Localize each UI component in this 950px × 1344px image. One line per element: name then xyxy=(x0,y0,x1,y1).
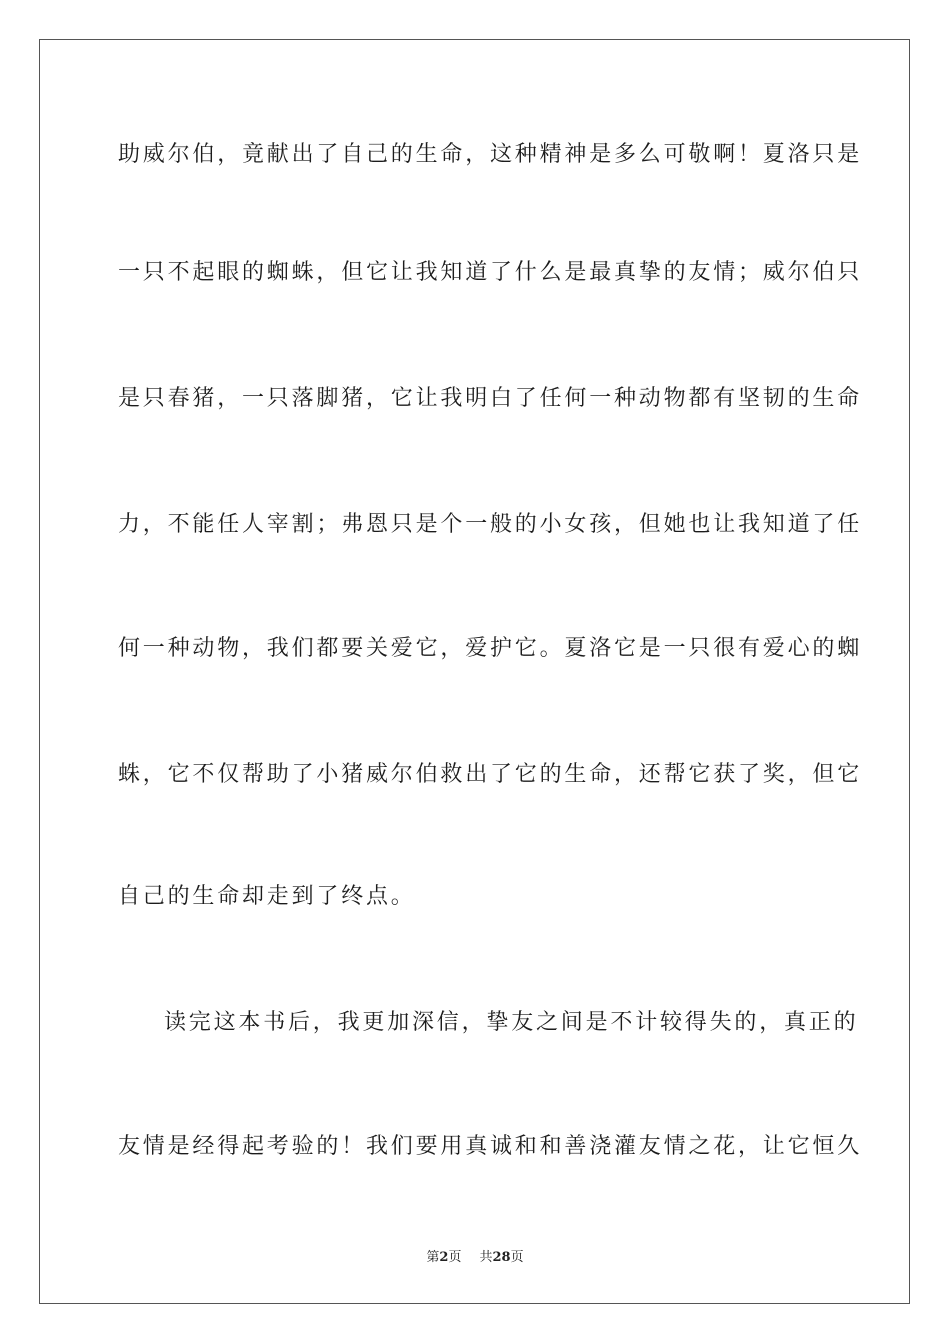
paragraph-line-1: 助威尔伯，竟献出了自己的生命，这种精神是多么可敬啊！夏洛只是 xyxy=(118,142,863,167)
paragraph-line-6: 蛛，它不仅帮助了小猪威尔伯救出了它的生命，还帮它获了奖，但它 xyxy=(118,762,863,787)
footer-total-prefix: 共 xyxy=(479,1250,493,1265)
paragraph-line-2: 一只不起眼的蜘蛛，但它让我知道了什么是最真挚的友情；威尔伯只 xyxy=(118,260,863,285)
paragraph-line-9: 友情是经得起考验的！我们要用真诚和和善浇灌友情之花，让它恒久 xyxy=(118,1134,863,1159)
footer-total-pages: 28 xyxy=(492,1250,511,1265)
paragraph-line-3: 是只春猪，一只落脚猪，它让我明白了任何一种动物都有坚韧的生命 xyxy=(118,386,863,411)
paragraph-line-8: 读完这本书后，我更加深信，挚友之间是不计较得失的，真正的 xyxy=(164,1010,859,1035)
paragraph-line-7: 自己的生命却走到了终点。 xyxy=(118,884,416,909)
footer-page-prefix: 第 xyxy=(426,1250,440,1265)
page-border xyxy=(39,39,910,1304)
footer-page-suffix: 页 xyxy=(448,1250,462,1265)
footer-page-number: 2 xyxy=(439,1250,449,1265)
page-footer xyxy=(0,1246,950,1265)
paragraph-line-4: 力，不能任人宰割；弗恩只是个一般的小女孩，但她也让我知道了任 xyxy=(118,512,863,537)
paragraph-line-5: 何一种动物，我们都要关爱它，爱护它。夏洛它是一只很有爱心的蜘 xyxy=(118,636,863,661)
footer-total-suffix: 页 xyxy=(510,1250,524,1265)
